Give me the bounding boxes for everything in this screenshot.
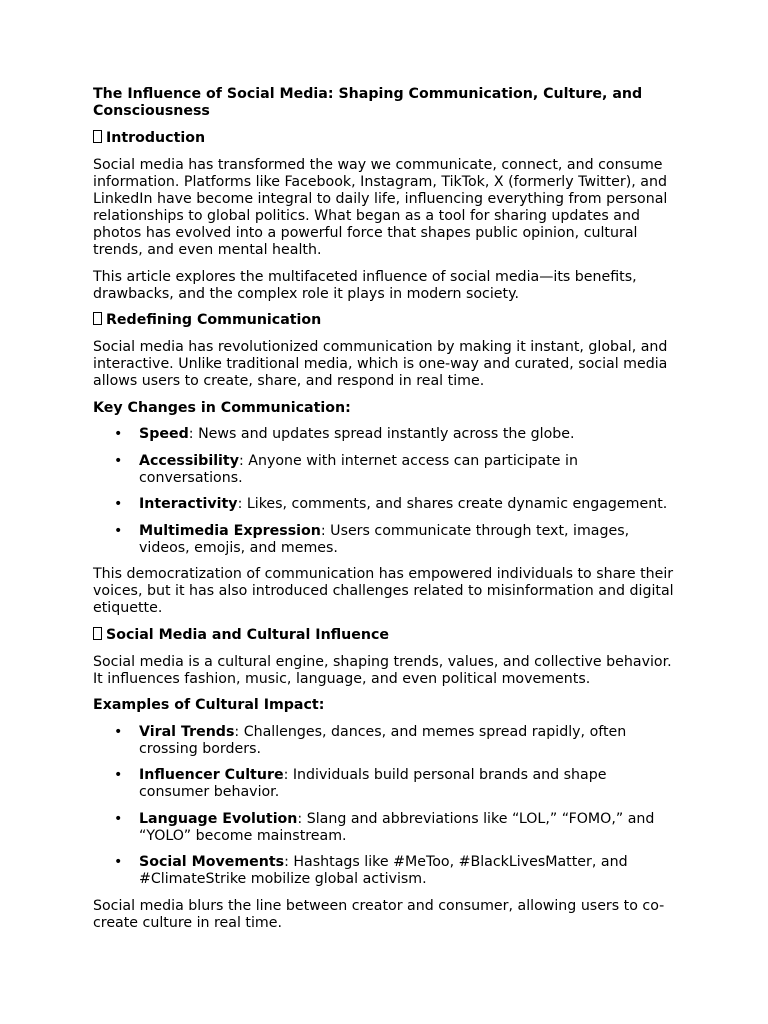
bullet-icon: • [114, 854, 123, 870]
list-item-text: : Likes, comments, and shares create dynamic engagement. [237, 496, 668, 512]
list-item-term: Speed [139, 426, 189, 442]
section-heading-label: Social Media and Cultural Influence [106, 626, 390, 643]
list-item-text: : Anyone with internet access can participate in conversations. [139, 452, 578, 486]
list-item-term: Influencer Culture [139, 767, 284, 783]
paragraph: This article explores the multifaceted influence of social media—its benefits, drawbacks, and the complex role it plays in modern society. [93, 268, 637, 302]
paragraph: Social media has revolutionized communication by making it instant, global, and interactive. Unlike traditional media, which is one-way and curated, social media allows users to create, share, and respond in real time. [93, 339, 668, 389]
bullet-icon: • [114, 522, 123, 539]
list-item-term: Interactivity [139, 496, 238, 512]
bullet-icon: • [114, 767, 123, 783]
missing-glyph-icon [93, 130, 102, 143]
list-item-text: : Challenges, dances, and memes spread rapidly, often crossing borders. [139, 723, 627, 757]
paragraph: Social media blurs the line between creator and consumer, allowing users to co-create culture in real time. [93, 897, 665, 931]
list-item-text: : Hashtags like #MeToo, #BlackLivesMatter, and #ClimateStrike mobilize global activism. [139, 854, 628, 887]
paragraph: This democratization of communication has empowered individuals to share their voices, but it has also introduced challenges related to misinformation and digital etiquette. [93, 566, 674, 616]
subheading-key-changes: Key Changes in Communication: [93, 399, 351, 416]
paragraph: Social media has transformed the way we communicate, connect, and consume information. Platforms like Facebook, Instagram, TikTok, X (formerly Twitter), and LinkedIn have become integral to daily life, influencing everything from personal relationships to global politics. What began as a tool for sharing updates and photos has evolved into a powerful force that shapes public opinion, cultural trends, and even mental health. [93, 157, 668, 258]
list-item [93, 426, 676, 443]
list-item [93, 523, 676, 557]
list-item-term: Multimedia Expression [139, 522, 321, 539]
section-heading-communication [93, 312, 676, 329]
missing-glyph-icon [93, 312, 102, 325]
list-item [93, 854, 676, 888]
section-heading-culture [93, 627, 676, 644]
bullet-icon: • [114, 496, 123, 512]
list-item-term: Social Movements [139, 854, 285, 870]
bullet-icon: • [114, 452, 123, 469]
bullet-list-communication [93, 426, 676, 557]
bullet-icon: • [114, 810, 123, 827]
list-item-text: : Users communicate through text, images, videos, emojis, and memes. [139, 522, 630, 556]
list-item [93, 811, 676, 845]
subheading-cultural-impact: Examples of Cultural Impact: [93, 697, 325, 713]
section-heading-label: Redefining Communication [106, 312, 322, 328]
section-heading-introduction [93, 130, 676, 147]
bullet-list-culture [93, 724, 676, 889]
list-item-text: : News and updates spread instantly across the globe. [188, 426, 575, 442]
document-title: The Influence of Social Media: Shaping Communication, Culture, and Consciousness [93, 86, 643, 119]
list-item-term: Language Evolution [139, 810, 298, 827]
list-item-term: Viral Trends [139, 723, 235, 740]
paragraph: Social media is a cultural engine, shaping trends, values, and collective behavior. It influences fashion, music, language, and even political movements. [93, 653, 672, 687]
list-item-text: : Individuals build personal brands and shape consumer behavior. [139, 767, 607, 800]
list-item-term: Accessibility [139, 452, 239, 469]
bullet-icon: • [114, 723, 123, 740]
list-item [93, 724, 676, 758]
missing-glyph-icon [93, 627, 102, 640]
list-item-text: : Slang and abbreviations like “LOL,” “FOMO,” and “YOLO” become mainstream. [139, 810, 655, 844]
list-item [93, 496, 676, 513]
list-item [93, 453, 676, 487]
list-item [93, 767, 676, 801]
bullet-icon: • [114, 426, 123, 442]
section-heading-label: Introduction [106, 130, 206, 146]
